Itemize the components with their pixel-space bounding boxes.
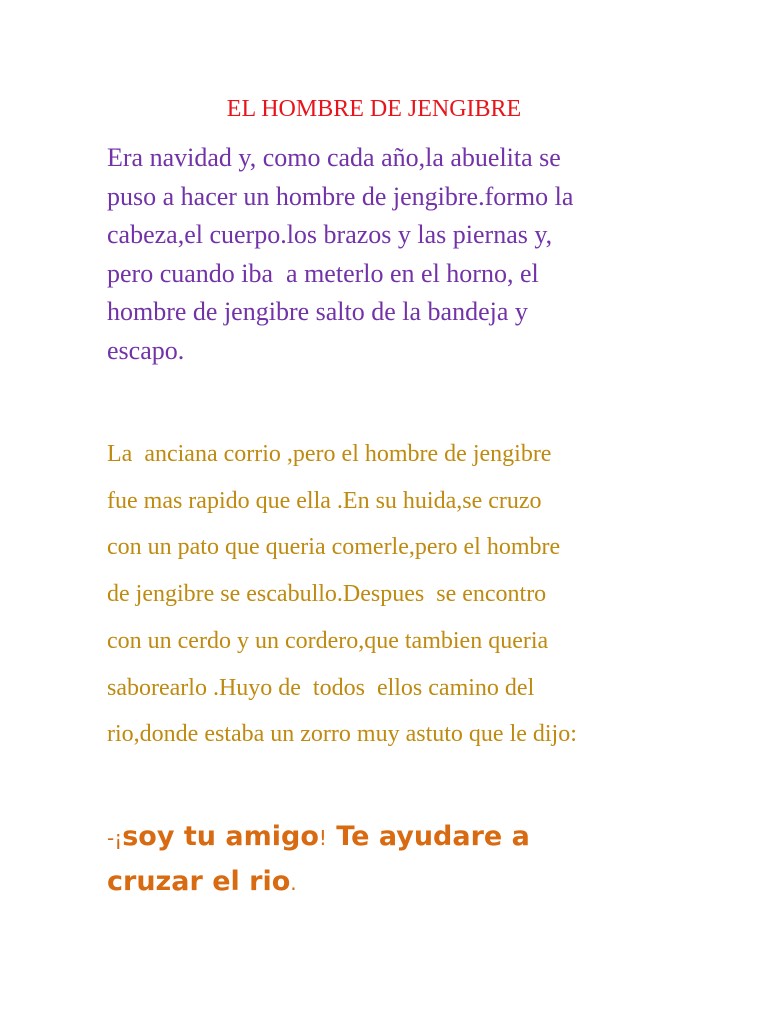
dialogue-exclamation: ! [318,826,327,850]
dialogue-paragraph [107,815,530,905]
paragraph-line: fue mas rapido que ella .En su huida,se cruzo [107,487,542,514]
paragraph-line: de jengibre se escabullo.Despues se encontro [107,581,547,608]
paragraph-line: saborearlo .Huyo de todos ellos camino del [107,674,535,701]
paragraph-line: rio,donde estaba un zorro muy astuto que le dijo: [107,721,577,748]
dialogue-text: cruzar el rio [107,866,291,897]
paragraph-line: puso a hacer un hombre de jengibre.formo la [107,181,574,211]
document-title: EL HOMBRE DE JENGIBRE [226,96,522,122]
dialogue-text: soy tu amigo [122,821,319,852]
paragraph-line: hombre de jengibre salto de la bandeja y [107,297,528,327]
dialogue-line-1 [107,815,530,860]
dialogue-text-rest: Te ayudare a [326,821,530,852]
paragraph-line: escapo. [107,335,185,365]
paragraph-line: con un cerdo y un cordero,que tambien queria [107,627,549,654]
dialogue-line-2 [107,860,530,905]
paragraph-line: Era navidad y, como cada año,la abuelita se [107,143,561,172]
dialogue-prefix: -¡ [107,826,123,850]
paragraph-line: con un pato que queria comerle,pero el hombre [107,534,561,561]
paragraph-line: La anciana corrio ,pero el hombre de jengibre [107,441,552,467]
paragraph-line: cabeza,el cuerpo.los brazos y las piernas y, [107,220,553,250]
dialogue-period: . [290,871,297,895]
paragraph-2 [107,431,577,758]
paragraph-1 [107,139,573,371]
paragraph-line: pero cuando iba a meterlo en el horno, el [107,258,539,288]
